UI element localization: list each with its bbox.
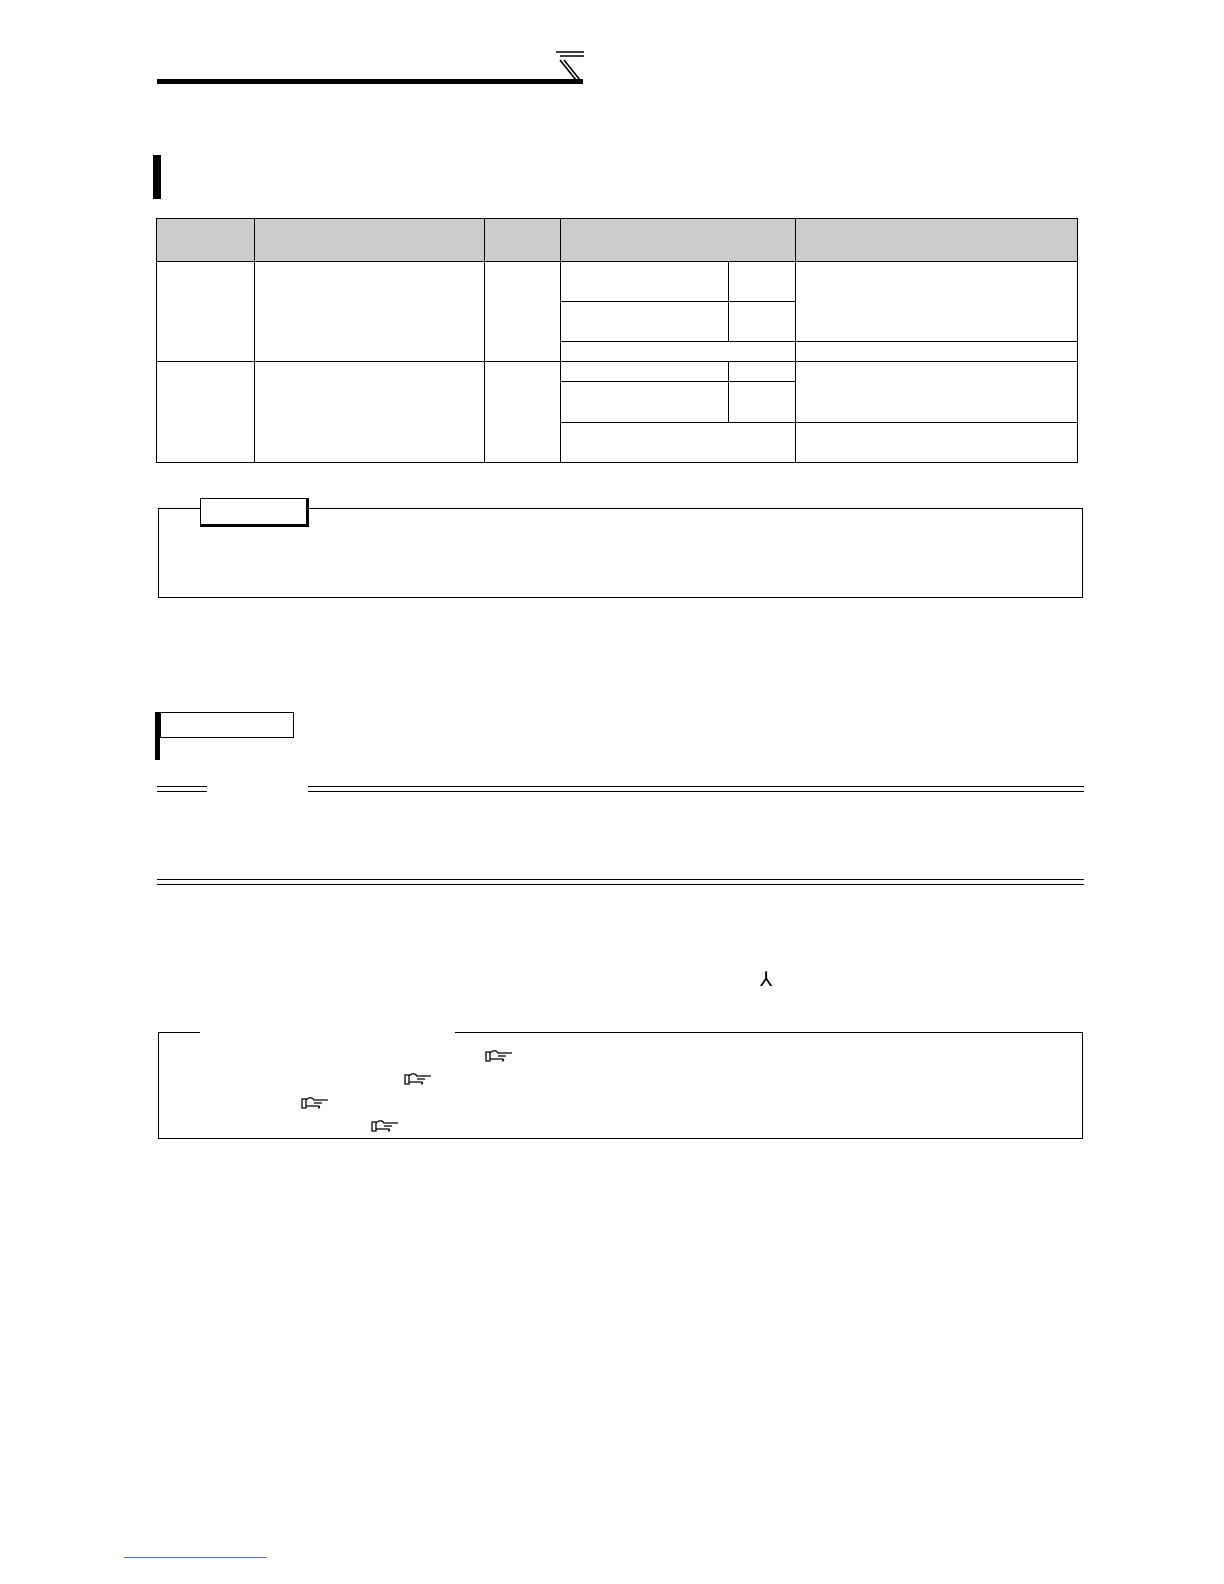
branch-symbol: ⅄ [760, 969, 773, 991]
footer-link-underline[interactable] [124, 1557, 267, 1558]
brand-z-logo-icon [548, 50, 588, 84]
column-header-2 [255, 219, 484, 261]
section-marker-bar [153, 155, 161, 199]
hand-pointer-icon[interactable] [300, 1094, 330, 1110]
header-rule [157, 79, 583, 84]
related-box [158, 1032, 1083, 1139]
parameter-table [156, 218, 1078, 463]
hand-pointer-icon[interactable] [403, 1070, 433, 1086]
note-tag [200, 498, 309, 527]
hand-pointer-icon[interactable] [370, 1117, 400, 1133]
section-title-box [160, 712, 294, 738]
related-box-title-gap [200, 1026, 455, 1038]
column-header-5 [796, 219, 1078, 261]
column-header-4 [561, 219, 795, 261]
hand-pointer-icon[interactable] [484, 1047, 514, 1063]
column-header-1 [157, 219, 254, 261]
column-header-3 [485, 219, 560, 261]
